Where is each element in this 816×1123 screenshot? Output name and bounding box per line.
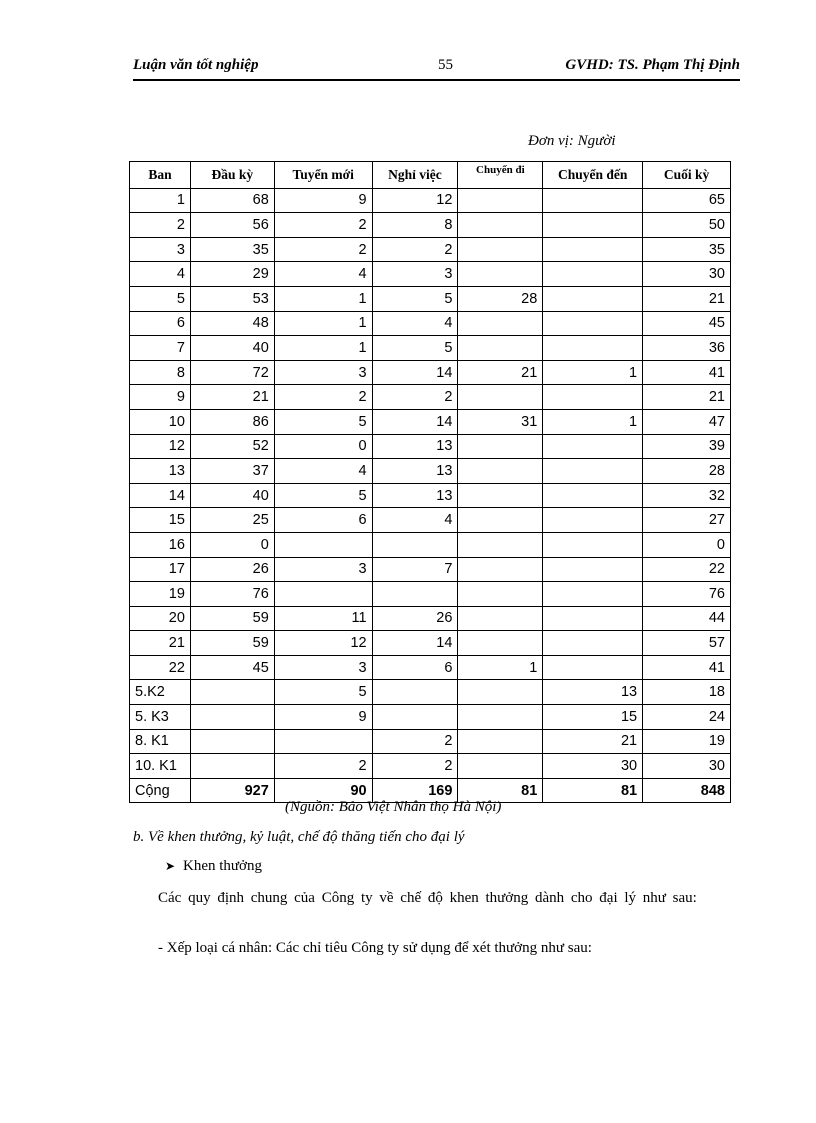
table-cell: 169 — [372, 778, 458, 803]
table-cell: 26 — [372, 606, 458, 631]
table-cell — [372, 532, 458, 557]
table-cell — [543, 385, 643, 410]
table-cell: 14 — [372, 360, 458, 385]
table-cell — [543, 582, 643, 607]
table-cell: 6 — [274, 508, 372, 533]
table-cell: 1 — [274, 311, 372, 336]
table-cell: 4 — [372, 508, 458, 533]
table-cell: 81 — [543, 778, 643, 803]
table-cell — [458, 434, 543, 459]
table-cell: 90 — [274, 778, 372, 803]
table-cell — [543, 459, 643, 484]
paragraph-classification: - Xếp loại cá nhân: Các chỉ tiêu Công ty sử dụng để xét thưởng như sau: — [158, 940, 592, 956]
table-cell: 10. K1 — [130, 754, 191, 779]
table-cell — [274, 532, 372, 557]
table-row — [130, 582, 731, 607]
table-row — [130, 188, 731, 213]
table-cell: 21 — [643, 385, 731, 410]
table-cell: 4 — [274, 459, 372, 484]
table-cell: 35 — [643, 237, 731, 262]
table-cell — [458, 532, 543, 557]
table-cell: 11 — [274, 606, 372, 631]
table-cell: 12 — [372, 188, 458, 213]
table-cell — [190, 754, 274, 779]
table-cell — [543, 213, 643, 238]
table-cell: 27 — [643, 508, 731, 533]
table-cell: 12 — [130, 434, 191, 459]
paragraph-rules: Các quy định chung của Công ty về chế độ khen thưởng dành cho đại lý như sau: — [158, 890, 697, 906]
table-cell: 5. K3 — [130, 705, 191, 730]
page-header — [133, 57, 740, 81]
table-row — [130, 434, 731, 459]
table-cell: 50 — [643, 213, 731, 238]
table-cell: 2 — [372, 385, 458, 410]
table-cell: 14 — [372, 409, 458, 434]
table-cell — [543, 508, 643, 533]
table-cell: 52 — [190, 434, 274, 459]
table-cell — [190, 680, 274, 705]
table-cell: 2 — [372, 237, 458, 262]
table-cell: 2 — [130, 213, 191, 238]
table-cell: 81 — [458, 778, 543, 803]
table-cell — [458, 213, 543, 238]
table-cell: 2 — [274, 213, 372, 238]
table-cell: 5 — [372, 286, 458, 311]
col-header-tuyen-moi: Tuyển mới — [274, 162, 372, 189]
table-cell — [372, 582, 458, 607]
table-cell: 21 — [458, 360, 543, 385]
table-cell: 3 — [274, 360, 372, 385]
table-cell — [458, 631, 543, 656]
table-cell: 21 — [643, 286, 731, 311]
table-cell: 8 — [372, 213, 458, 238]
table-cell — [543, 631, 643, 656]
table-cell: 18 — [643, 680, 731, 705]
table-cell: 29 — [190, 262, 274, 287]
table-cell: 9 — [274, 705, 372, 730]
table-cell: 7 — [372, 557, 458, 582]
table-cell: 72 — [190, 360, 274, 385]
table-cell — [372, 680, 458, 705]
table-cell — [543, 434, 643, 459]
table-cell: Cộng — [130, 778, 191, 803]
table-cell: 1 — [274, 336, 372, 361]
col-header-chuyen-di: Chuyển đi — [458, 162, 543, 189]
table-cell: 3 — [130, 237, 191, 262]
table-cell: 22 — [643, 557, 731, 582]
table-cell: 17 — [130, 557, 191, 582]
table-row — [130, 262, 731, 287]
table-row — [130, 557, 731, 582]
table-cell — [458, 385, 543, 410]
table-cell: 24 — [643, 705, 731, 730]
table-cell: 3 — [274, 557, 372, 582]
table-cell: 47 — [643, 409, 731, 434]
table-cell — [543, 532, 643, 557]
table-row — [130, 385, 731, 410]
table-cell: 9 — [274, 188, 372, 213]
table-cell: 28 — [643, 459, 731, 484]
table-cell: 12 — [274, 631, 372, 656]
arrow-bullet-icon: ➤ — [165, 859, 176, 873]
table-cell: 4 — [130, 262, 191, 287]
table-cell: 4 — [274, 262, 372, 287]
table-cell: 26 — [190, 557, 274, 582]
table-cell: 9 — [130, 385, 191, 410]
table-cell: 40 — [190, 483, 274, 508]
table-cell: 76 — [190, 582, 274, 607]
header-thesis-title: Luận văn tốt nghiệp — [133, 57, 259, 73]
table-cell — [543, 311, 643, 336]
table-cell — [458, 311, 543, 336]
table-cell: 13 — [372, 483, 458, 508]
table-cell: 2 — [372, 754, 458, 779]
table-cell: 19 — [643, 729, 731, 754]
table-cell: 36 — [643, 336, 731, 361]
table-cell: 1 — [543, 360, 643, 385]
table-cell: 21 — [190, 385, 274, 410]
table-cell: 7 — [130, 336, 191, 361]
table-cell — [458, 582, 543, 607]
table-cell: 30 — [643, 262, 731, 287]
agent-table — [129, 161, 731, 803]
table-cell: 5 — [130, 286, 191, 311]
table-row — [130, 459, 731, 484]
table-cell: 14 — [372, 631, 458, 656]
table-cell: 8 — [130, 360, 191, 385]
table-row — [130, 532, 731, 557]
table-cell: 30 — [543, 754, 643, 779]
table-row — [130, 237, 731, 262]
table-row — [130, 705, 731, 730]
table-cell: 32 — [643, 483, 731, 508]
table-cell: 20 — [130, 606, 191, 631]
table-cell: 0 — [274, 434, 372, 459]
table-row — [130, 311, 731, 336]
table-cell: 6 — [372, 655, 458, 680]
table-cell: 19 — [130, 582, 191, 607]
table-cell: 76 — [643, 582, 731, 607]
table-cell — [458, 336, 543, 361]
table-cell: 68 — [190, 188, 274, 213]
table-cell: 14 — [130, 483, 191, 508]
table-cell: 0 — [643, 532, 731, 557]
table-cell: 15 — [543, 705, 643, 730]
table-row — [130, 606, 731, 631]
table-cell — [458, 557, 543, 582]
table-cell — [458, 606, 543, 631]
table-cell: 1 — [543, 409, 643, 434]
table-cell: 65 — [643, 188, 731, 213]
table-cell: 10 — [130, 409, 191, 434]
table-cell — [458, 508, 543, 533]
table-row — [130, 360, 731, 385]
bullet-label: Khen thưởng — [183, 858, 262, 874]
table-cell: 59 — [190, 606, 274, 631]
table-cell: 57 — [643, 631, 731, 656]
table-cell: 30 — [643, 754, 731, 779]
table-cell — [458, 262, 543, 287]
table-cell: 56 — [190, 213, 274, 238]
table-cell: 21 — [543, 729, 643, 754]
table-row — [130, 655, 731, 680]
table-cell — [458, 483, 543, 508]
table-cell: 5 — [274, 483, 372, 508]
table-cell — [543, 606, 643, 631]
table-cell: 15 — [130, 508, 191, 533]
table-cell — [458, 680, 543, 705]
table-row — [130, 631, 731, 656]
table-cell: 13 — [372, 434, 458, 459]
table-cell — [372, 705, 458, 730]
table-cell — [543, 655, 643, 680]
table-row — [130, 483, 731, 508]
table-cell: 1 — [130, 188, 191, 213]
table-cell: 5 — [274, 409, 372, 434]
table-cell: 31 — [458, 409, 543, 434]
table-cell: 13 — [372, 459, 458, 484]
table-cell: 39 — [643, 434, 731, 459]
table-cell — [274, 729, 372, 754]
table-cell — [190, 705, 274, 730]
table-cell: 28 — [458, 286, 543, 311]
unit-label: Đơn vị: Người — [528, 133, 616, 149]
table-cell: 22 — [130, 655, 191, 680]
table-cell: 5 — [274, 680, 372, 705]
table-row — [130, 729, 731, 754]
table-cell: 41 — [643, 360, 731, 385]
table-cell: 40 — [190, 336, 274, 361]
table-cell — [190, 729, 274, 754]
table-cell: 2 — [372, 729, 458, 754]
table-cell — [458, 188, 543, 213]
table-cell: 1 — [458, 655, 543, 680]
table-cell: 44 — [643, 606, 731, 631]
table-cell — [458, 237, 543, 262]
table-cell: 2 — [274, 754, 372, 779]
table-cell: 35 — [190, 237, 274, 262]
table-cell: 5 — [372, 336, 458, 361]
table-cell: 927 — [190, 778, 274, 803]
table-cell — [543, 286, 643, 311]
table-cell: 41 — [643, 655, 731, 680]
section-heading: b. Về khen thưởng, kỷ luật, chế độ thăng tiến cho đại lý — [133, 829, 465, 845]
table-row — [130, 508, 731, 533]
table-row — [130, 213, 731, 238]
table-cell — [543, 237, 643, 262]
table-cell: 21 — [130, 631, 191, 656]
table-cell: 45 — [190, 655, 274, 680]
table-header-row — [130, 162, 731, 189]
table-source: (Nguồn: Bảo Việt Nhân thọ Hà Nội) — [285, 799, 502, 815]
col-header-chuyen-den: Chuyển đến — [543, 162, 643, 189]
table-cell: 848 — [643, 778, 731, 803]
table-cell: 4 — [372, 311, 458, 336]
table-cell — [274, 582, 372, 607]
table-row — [130, 754, 731, 779]
table-cell — [458, 459, 543, 484]
table-cell: 48 — [190, 311, 274, 336]
table-cell: 13 — [130, 459, 191, 484]
table-cell: 86 — [190, 409, 274, 434]
page-number: 55 — [438, 57, 453, 73]
table-row — [130, 680, 731, 705]
table-cell: 37 — [190, 459, 274, 484]
table-cell: 16 — [130, 532, 191, 557]
table-cell: 2 — [274, 385, 372, 410]
table-cell: 8. K1 — [130, 729, 191, 754]
table-cell: 0 — [190, 532, 274, 557]
table-cell: 45 — [643, 311, 731, 336]
table-cell: 53 — [190, 286, 274, 311]
bullet-item — [165, 858, 262, 875]
table-cell — [543, 483, 643, 508]
table-cell — [543, 336, 643, 361]
col-header-ban: Ban — [130, 162, 191, 189]
header-supervisor: GVHD: TS. Phạm Thị Định — [565, 57, 740, 73]
table-cell: 3 — [372, 262, 458, 287]
table-cell: 1 — [274, 286, 372, 311]
table-row — [130, 336, 731, 361]
table-cell: 25 — [190, 508, 274, 533]
table-cell: 2 — [274, 237, 372, 262]
col-header-dau-ky: Đầu kỳ — [190, 162, 274, 189]
table-cell — [543, 188, 643, 213]
table-cell — [458, 705, 543, 730]
table-cell: 6 — [130, 311, 191, 336]
table-cell — [458, 754, 543, 779]
col-header-cuoi-ky: Cuối kỳ — [643, 162, 731, 189]
col-header-nghi-viec: Nghỉ việc — [372, 162, 458, 189]
table-cell: 59 — [190, 631, 274, 656]
table-cell: 13 — [543, 680, 643, 705]
table-cell — [543, 557, 643, 582]
table-cell: 5.K2 — [130, 680, 191, 705]
table-row — [130, 286, 731, 311]
table-cell: 3 — [274, 655, 372, 680]
table-cell — [543, 262, 643, 287]
table-row — [130, 409, 731, 434]
table-cell — [458, 729, 543, 754]
